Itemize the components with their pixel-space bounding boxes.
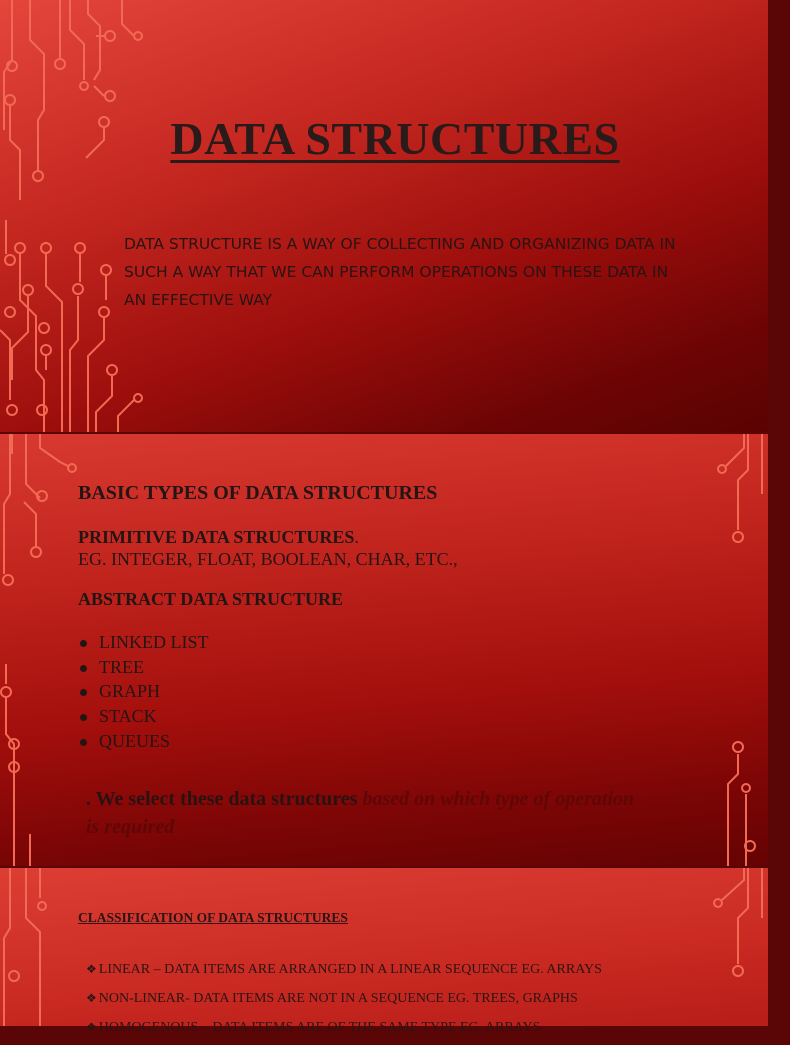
classification-list xyxy=(86,958,602,1045)
primitive-label: PRIMITIVE DATA STRUCTURES xyxy=(78,527,355,547)
circuit-decoration-right xyxy=(688,868,768,1026)
abstract-list xyxy=(78,630,208,753)
slide-3 xyxy=(0,868,768,1035)
slide-1-title: DATA STRUCTURES xyxy=(170,113,620,164)
abstract-heading: ABSTRACT DATA STRUCTURE xyxy=(78,589,344,609)
list-item: TREE xyxy=(78,655,208,680)
list-item: QUEUES xyxy=(78,729,208,754)
slide-3-heading: CLASSIFICATION OF DATA STRUCTURES xyxy=(78,910,348,925)
primitive-period: . xyxy=(354,527,359,547)
list-item: ❖ NON-LINEAR- DATA ITEMS ARE NOT IN A SEQUENCE EG. TREES, GRAPHS xyxy=(86,991,578,1006)
circuit-decoration-right xyxy=(688,434,768,866)
list-item: STACK xyxy=(78,704,208,729)
circuit-decoration-left xyxy=(0,0,150,432)
slide-1 xyxy=(0,0,768,432)
slide-1-description: DATA STRUCTURE IS A WAY OF COLLECTING AND ORGANIZING DATA IN SUCH A WAY THAT WE CAN PERFORM OPERATIONS ON THESE DATA IN AN EFFECTIVE WAY xyxy=(124,235,676,309)
list-item: ❖ HOMOGENOUS – DATA ITEMS ARE OF THE SAME TYPE EG. ARRAYS xyxy=(86,1020,541,1035)
slide-2 xyxy=(0,434,768,866)
diamond-bullet-icon: ❖ xyxy=(86,962,97,976)
diamond-bullet-icon: ❖ xyxy=(86,1020,97,1034)
slide-2-heading: BASIC TYPES OF DATA STRUCTURES xyxy=(78,482,438,504)
note-emphasis: based on which type of operation is required xyxy=(86,788,635,838)
list-item: GRAPH xyxy=(78,679,208,704)
selection-note xyxy=(86,785,646,841)
circuit-decoration-left xyxy=(0,434,80,866)
primitive-examples: EG. INTEGER, FLOAT, BOOLEAN, CHAR, ETC., xyxy=(78,549,458,569)
diamond-bullet-icon: ❖ xyxy=(86,991,97,1005)
note-plain: . We select these data structures xyxy=(86,788,363,810)
list-item: ❖ LINEAR – DATA ITEMS ARE ARRANGED IN A LINEAR SEQUENCE EG. ARRAYS xyxy=(86,962,602,977)
circuit-decoration-left xyxy=(0,868,80,1026)
primitive-section xyxy=(78,526,458,570)
list-item: LINKED LIST xyxy=(78,630,208,655)
